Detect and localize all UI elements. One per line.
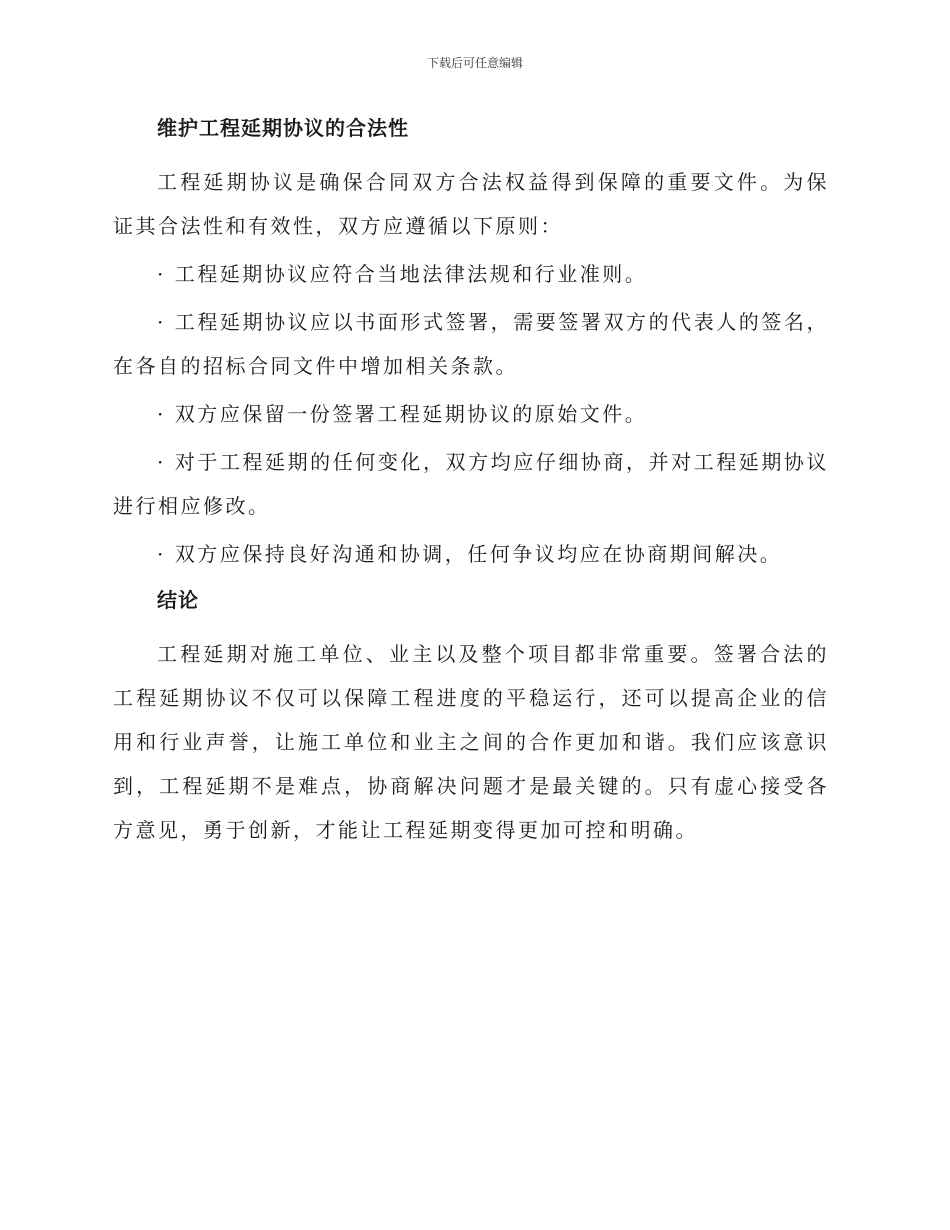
list-item: · 工程延期协议应符合当地法律法规和行业准则。 xyxy=(157,262,648,286)
section-heading-conclusion: 结论 xyxy=(157,588,199,612)
list-item: · 双方应保留一份签署工程延期协议的原始文件。 xyxy=(157,402,648,426)
paragraph-conclusion: 工程延期对施工单位、业主以及整个项目都非常重要。签署合法的工程延期协议不仅可以保障工程进度的平稳运行，还可以提高企业的信用和行业声誉，让施工单位和业主之间的合作更加和谐。我们应该意识到，工程延期不是难点，协商解决问题才是最关键的。只有虚心接受各方意见，勇于创新，才能让工程延期变得更加可控和明确。 xyxy=(113,642,829,842)
paragraph-intro: 工程延期协议是确保合同双方合法权益得到保障的重要文件。为保证其合法性和有效性，双方应遵循以下原则： xyxy=(113,170,829,238)
document-body xyxy=(113,112,829,856)
list-item: · 双方应保持良好沟通和协调，任何争议均应在协商期间解决。 xyxy=(157,542,783,566)
header-note: 下载后可任意编辑 xyxy=(426,56,523,70)
section-heading-legality: 维护工程延期协议的合法性 xyxy=(157,116,409,140)
list-item: · 工程延期协议应以书面形式签署，需要签署双方的代表人的签名，在各自的招标合同文件中增加相关条款。 xyxy=(113,310,829,378)
list-item: · 对于工程延期的任何变化，双方均应仔细协商，并对工程延期协议进行相应修改。 xyxy=(113,450,829,518)
